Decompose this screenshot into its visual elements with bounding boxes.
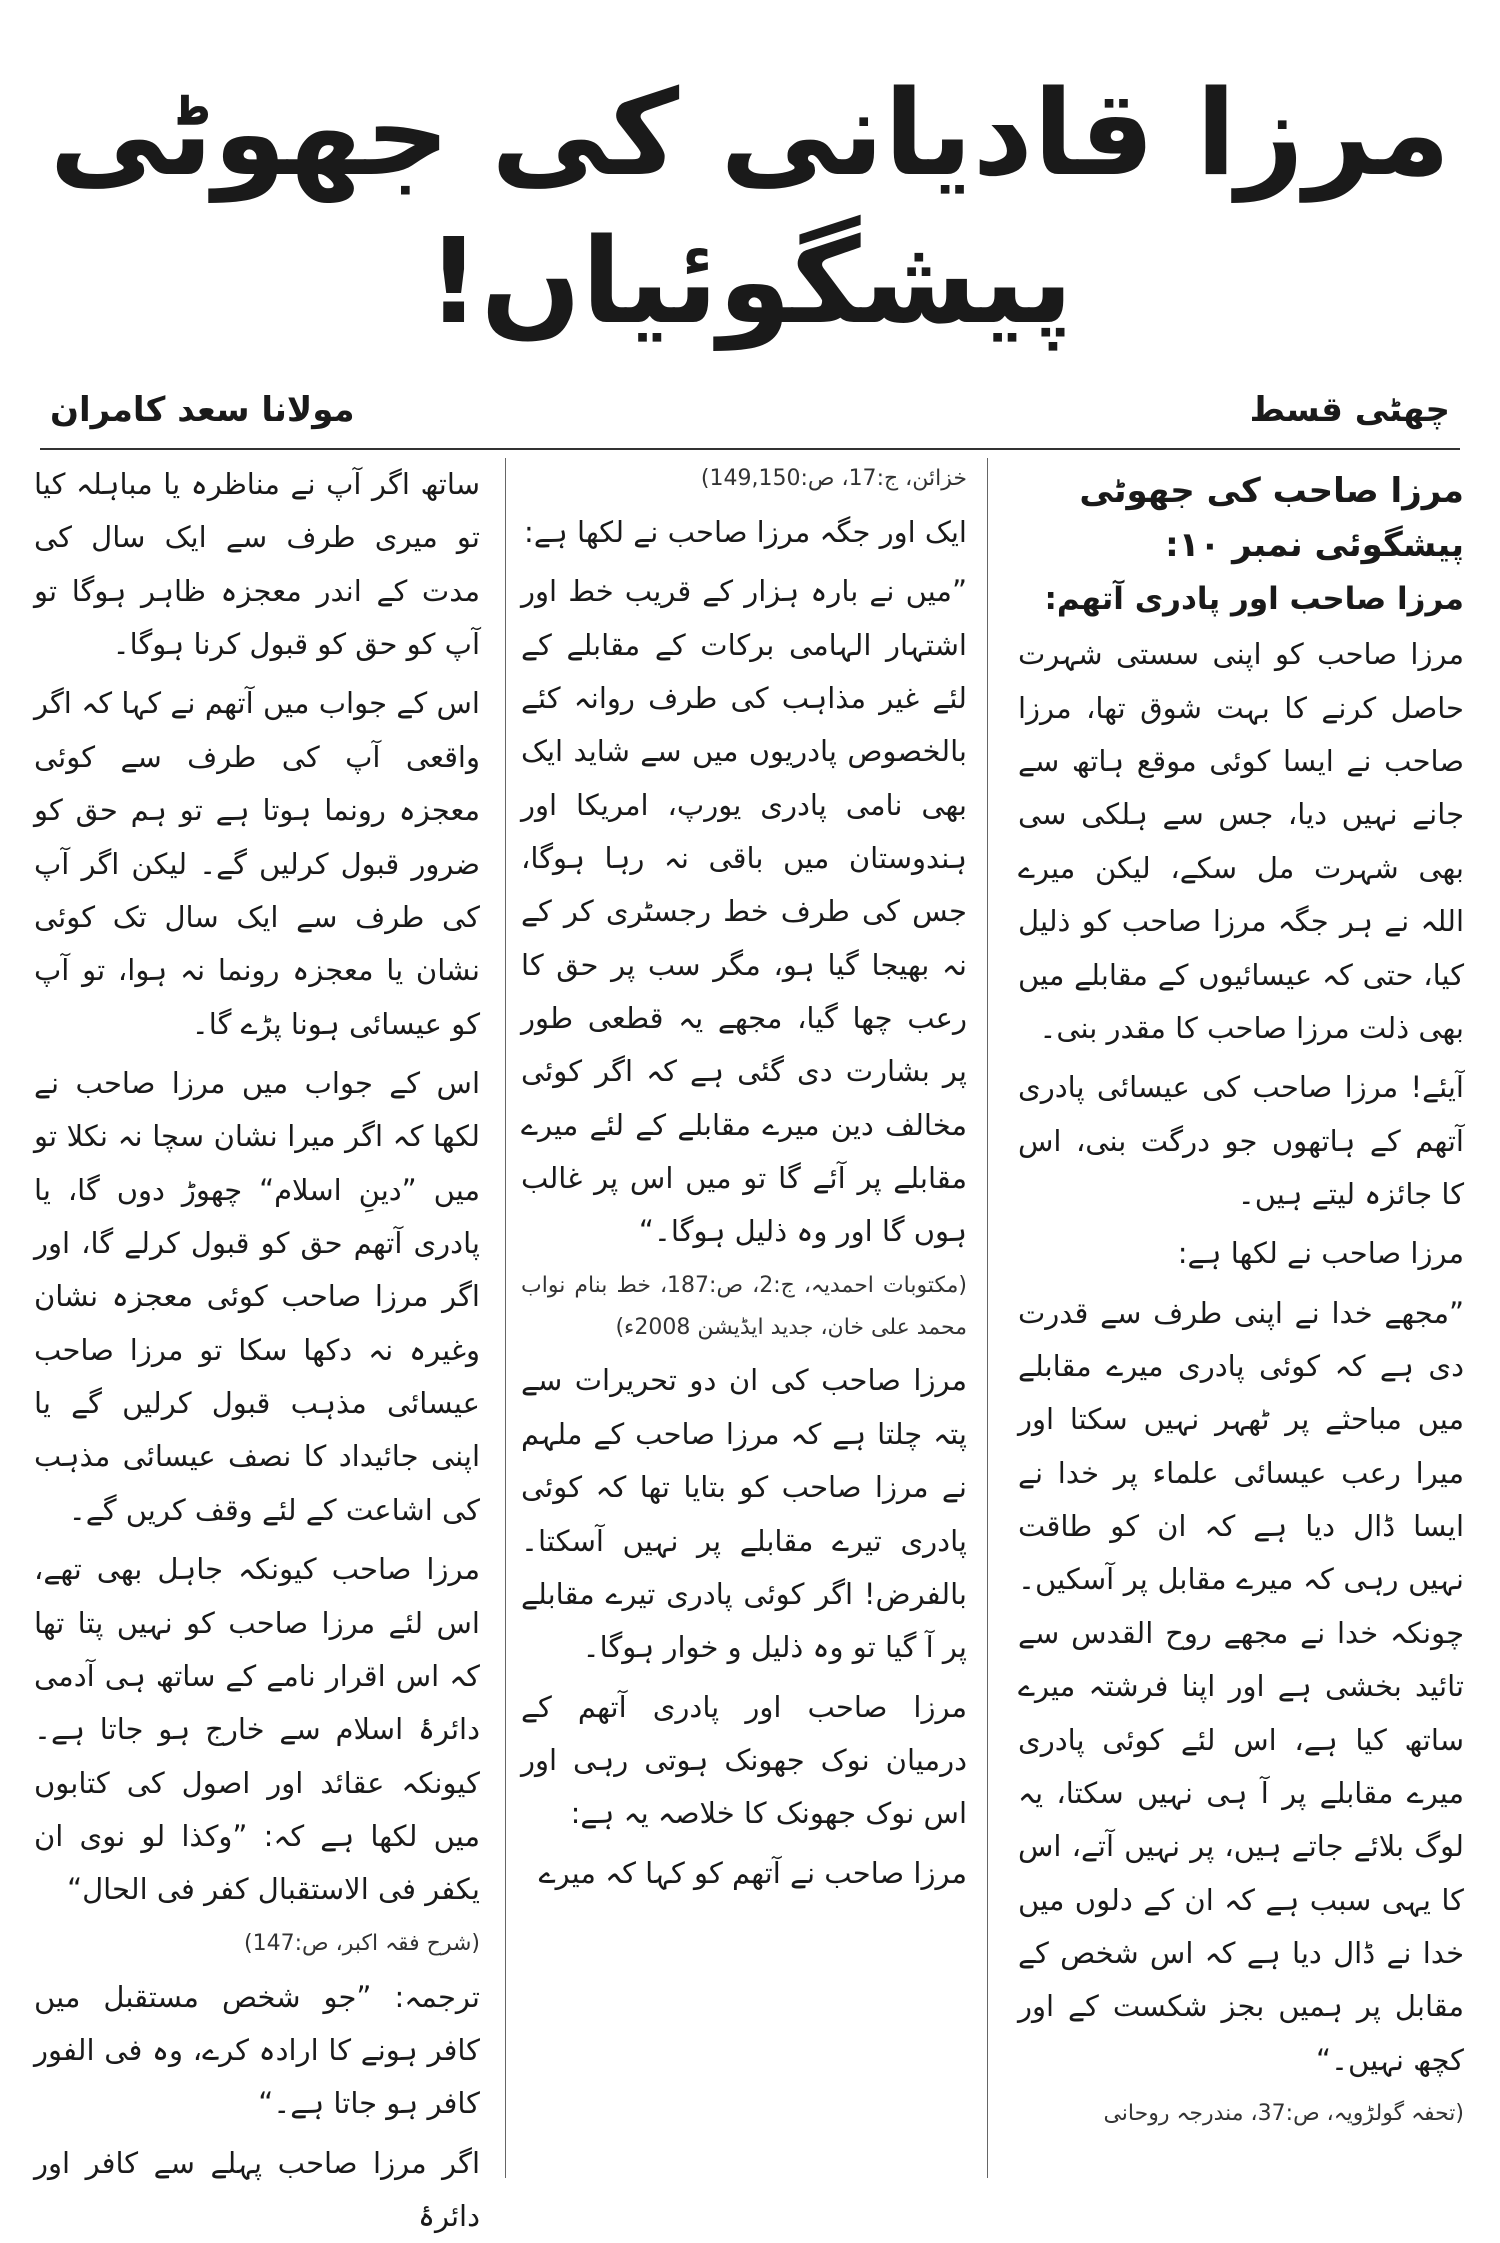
headline: مرزا قادیانی کی جھوٹی پیشگوئیاں! [49, 64, 1451, 350]
paragraph: ساتھ اگر آپ نے مناظرہ یا مباہلہ کیا تو میری طرف سے ایک سال کی مدت کے اندر معجزہ ظاہر ہوگا تو آپ کو حق کو قبول کرنا ہوگا۔ [34, 467, 480, 662]
article-columns [30, 458, 1470, 2233]
paragraph: آیئے! مرزا صاحب کی عیسائی پادری آتھم کے ہاتھوں جو درگت بنی، اس کا جائزہ لیتے ہیں۔ [1018, 1070, 1464, 1211]
reference: (تحفہ گولڑویہ، ص:37، مندرجہ روحانی [1103, 2101, 1464, 2127]
header-rule [40, 448, 1460, 450]
paragraph: اس کے جواب میں مرزا صاحب نے لکھا کہ اگر میرا نشان سچا نہ نکلا تو میں ”دینِ اسلام“ چھوڑ دوں گا، یا پادری آتھم حق کو قبول کرلے گا، اور اگر مرزا صاحب کوئی معجزہ نشان وغیرہ نہ دکھا سکا تو مرزا صاحب عیسائی مذہب قبول کرلیں گے یا اپنی جائیداد کا نصف عیسائی مذہب کی اشاعت کے لئے وقف کریں گے۔ [34, 1065, 480, 1527]
section-heading: مرزا صاحب کی جھوٹی پیشگوئی نمبر ۱۰: [1079, 471, 1464, 566]
paragraph: مرزا صاحب کو اپنی سستی شہرت حاصل کرنے کا بہت شوق تھا، مرزا صاحب نے ایسا کوئی موقع ہاتھ سے جانے نہیں دیا، جس سے ہلکی سی بھی شہرت مل سکے، لیکن میرے اللہ نے ہر جگہ مرزا صاحب کو ذلیل کیا، حتی کہ عیسائیوں کے مقابلے میں بھی ذلت مرزا صاحب کا مقدر بنی۔ [1018, 637, 1464, 1045]
section-subheading: مرزا صاحب اور پادری آتھم: [1044, 580, 1464, 617]
reference: (مکتوبات احمدیہ، ج:2، ص:187، خط بنام نواب محمد علی خان، جدید ایڈیشن 2008ء) [521, 1272, 967, 1340]
paragraph: مرزا صاحب کیونکہ جاہل بھی تھے، اس لئے مرزا صاحب کو نہیں پتا تھا کہ اس اقرار نامے کے ساتھ ہی آدمی دائرۂ اسلام سے خارج ہو جاتا ہے۔ کیونکہ عقائد اور اصول کی کتابوں میں لکھا ہے کہ: ”وکذا لو نوی ان یکفر فی الاستقبال کفر فی الحال“ [34, 1552, 480, 1907]
paragraph: اگر مرزا صاحب پہلے سے کافر اور دائرۂ [34, 2145, 480, 2233]
column-2 [521, 458, 967, 2178]
paragraph: مرزا صاحب اور پادری آتھم کے درمیان نوک جھونک ہوتی رہی اور اس نوک جھونک کا خلاصہ یہ ہے: [521, 1689, 967, 1831]
author-name: مولانا سعد کامران [50, 390, 355, 430]
quote-paragraph: ”میں نے بارہ ہزار کے قریب خط اور اشتہار الہامی برکات کے مقابلے کے لئے غیر مذاہب کی طرف روانہ کئے بالخصوص پادریوں میں سے شاید ایک بھی نامی پادری یورپ، امریکا اور ہندوستان میں باقی نہ رہا ہوگا، جس کی طرف خط رجسٹری کر کے نہ بھیجا گیا ہو، مگر سب پر حق کا رعب چھا گیا، مجھے یہ قطعی طور پر بشارت دی گئی ہے کہ اگر کوئی مخالف دین میرے مقابلے کے لئے میرے مقابلے پر آئے گا تو میں اس پر غالب ہوں گا اور وہ ذلیل ہوگا۔“ [521, 574, 967, 1249]
installment-label: چھٹی قسط [1249, 390, 1450, 430]
reference: (شرح فقہ اکبر، ص:147) [244, 1930, 480, 1956]
column-1 [1018, 458, 1464, 2178]
reference: خزائن، ج:17، ص:149,150) [700, 466, 967, 491]
column-3 [34, 458, 480, 2233]
paragraph: مرزا صاحب کی ان دو تحریرات سے پتہ چلتا ہے کہ مرزا صاحب کے ملہم نے مرزا صاحب کو بتایا تھا کہ کوئی پادری تیرے مقابلے پر نہیں آسکتا۔ بالفرض! اگر کوئی پادری تیرے مقابلے پر آ گیا تو وہ ذلیل و خوار ہوگا۔ [521, 1363, 967, 1665]
paragraph: ایک اور جگہ مرزا صاحب نے لکھا ہے: [524, 514, 967, 549]
paragraph: ترجمہ: ”جو شخص مستقبل میں کافر ہونے کا ارادہ کرے، وہ فی الفور کافر ہو جاتا ہے۔“ [34, 1979, 480, 2121]
byline-row [50, 390, 1450, 450]
paragraph: مرزا صاحب نے لکھا ہے: [1177, 1236, 1464, 1271]
paragraph: مرزا صاحب نے آتھم کو کہا کہ میرے [538, 1855, 967, 1890]
paragraph: اس کے جواب میں آتھم نے کہا کہ اگر واقعی آپ کی طرف سے کوئی معجزہ رونما ہوتا ہے تو ہم حق کو ضرور قبول کرلیں گے۔ لیکن اگر آپ کی طرف سے ایک سال تک کوئی نشان یا معجزہ رونما نہ ہوا، تو آپ کو عیسائی ہونا پڑے گا۔ [34, 686, 480, 1041]
quote-paragraph: ”مجھے خدا نے اپنی طرف سے قدرت دی ہے کہ کوئی پادری میرے مقابلے میں مباحثے پر ٹھہر نہیں سکتا اور میرا رعب عیسائی علماء پر خدا نے ایسا ڈال دیا ہے کہ ان کو طاقت نہیں رہی کہ میرے مقابل پر آسکیں۔ چونکہ خدا نے مجھے روح القدس سے تائید بخشی ہے اور اپنا فرشتہ میرے ساتھ کیا ہے، اس لئے کوئی پادری میرے مقابلے پر آ ہی نہیں سکتا، یہ لوگ بلائے جاتے ہیں، پر نہیں آتے، اس کا یہی سبب ہے کہ ان کے دلوں میں خدا نے ڈال دیا ہے کہ اس شخص کے مقابل پر ہمیں بجز شکست کے اور کچھ نہیں۔“ [1018, 1295, 1464, 2077]
